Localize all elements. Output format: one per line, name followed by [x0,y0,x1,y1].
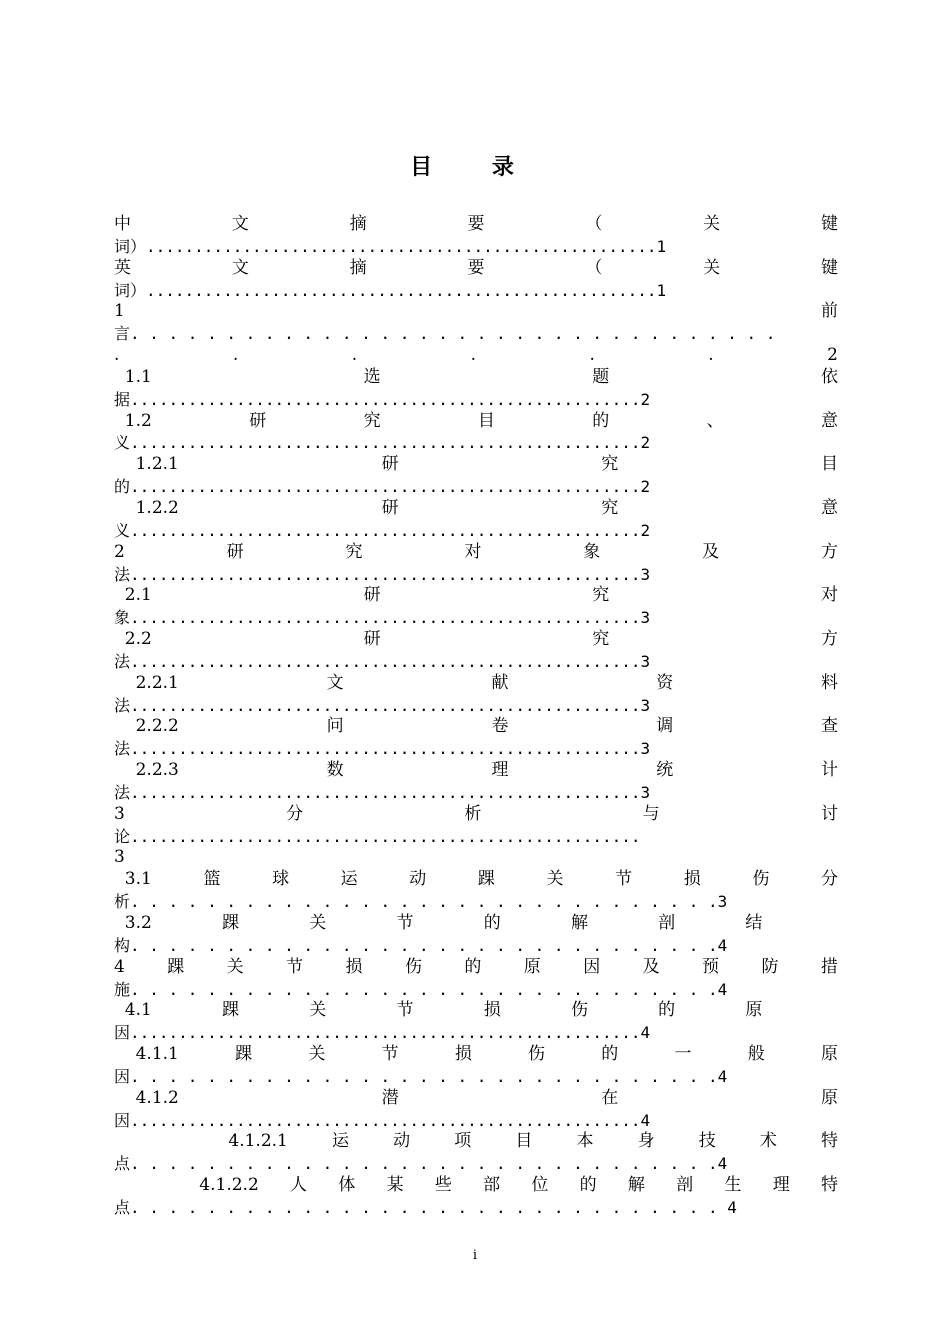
toc-entry-label-line: 4.1.1 踝 关 节 损 伤 的 一 般 原 [114,1044,838,1065]
toc-entry-dot-line: 的.....................................................2 [114,477,651,497]
toc-entry-dot-line: 法.....................................................3 [114,564,651,584]
toc-entry-label-line: 4 踝 关 节 损 伤 的 原 因 及 预 防 措 [114,956,838,977]
toc-entry-dot-line: 因.....................................................4 [114,1023,651,1043]
toc-entry-label-line: 3.1 篮 球 运 动 踝 关 节 损 伤 分 [114,869,838,890]
page-number: i [472,1248,478,1263]
toc-entry-label-line: 1.2.2 研 究 意 [114,497,838,518]
toc-entry-label-line: 2 研 究 对 象 及 方 [114,541,838,562]
toc-entry-dot-line: 施. . . . . . . . . . . . . . . . . . . . . . . . . . . . . . .4 [114,979,728,999]
toc-entry-label-line: 4.1.2 潜 在 原 [114,1087,838,1108]
toc-entry-label-line: 1.2.1 研 究 目 [114,454,838,475]
toc-entry-label-line: 1 前 [114,301,838,322]
toc-entry-dot-line: 象.....................................................3 [114,608,651,628]
toc-entry-label-line: 中 文 摘 要 （ 关 键 [114,214,838,234]
toc-entry-dot-line: 点. . . . . . . . . . . . . . . . . . . . . . . . . . . . . . .4 [114,1154,728,1174]
toc-entry-dot-line: 因.....................................................4 [114,1110,651,1130]
toc-entry-dot-line: 析. . . . . . . . . . . . . . . . . . . . . . . . . . . . . . .3 [114,892,728,912]
toc-entry-dot-line: 点. . . . . . . . . . . . . . . . . . . . . . . . . . . . . . . 4 [114,1197,737,1217]
toc-entry-dot-line: 论..................................................... [114,826,641,846]
toc-entry-dot-line: 因. . . . . . . . . . . . . . . . . . . . . . . . . . . . . . .4 [114,1066,728,1086]
toc-entry-dot-line: 据.....................................................2 [114,389,651,409]
toc-entry-label-line: 4.1.2.2 人 体 某 些 部 位 的 解 剖 生 理 特 [150,1175,838,1196]
toc-entry-dot-line: . . . . . . 2 [114,345,838,366]
toc-entry-dot-line: 法.....................................................3 [114,739,651,759]
toc-entry-dot-line: 词）.....................................................1 [114,280,667,300]
toc-entry-label-line: 4.1.2.1 运 动 项 目 本 身 技 术 特 [163,1131,838,1152]
toc-entry-label-line: 2.1 研 究 对 [114,585,838,606]
toc-entry-page-line: 3 [114,847,125,868]
toc-list [114,214,838,1219]
toc-entry-label-line: 3.2 踝 关 节 的 解 剖 结 [114,913,763,933]
toc-entry-label-line: 2.2.1 文 献 资 料 [114,672,838,693]
toc-entry-dot-line: 词）.....................................................1 [114,236,667,256]
toc-entry-label-line: 3 分 析 与 讨 [114,803,838,824]
toc-entry-label-line: 1.2 研 究 目 的 、 意 [114,410,838,431]
toc-entry-dot-line: 法.....................................................3 [114,782,651,802]
toc-entry-label-line: 2.2 研 究 方 [114,629,838,650]
toc-title: 目 录 [410,154,540,180]
toc-entry-label-line: 英 文 摘 要 （ 关 键 [114,257,838,278]
toc-entry-label-line: 4.1 踝 关 节 损 伤 的 原 [114,1000,763,1021]
toc-entry-dot-line: 法.....................................................3 [114,695,651,715]
toc-entry-dot-line: 言. . . . . . . . . . . . . . . . . . . . . . . . . . . . . . . . . . [114,324,776,344]
toc-entry-dot-line: 法.....................................................3 [114,651,651,671]
toc-entry-dot-line: 构. . . . . . . . . . . . . . . . . . . . . . . . . . . . . . .4 [114,935,728,955]
toc-entry-label-line: 2.2.3 数 理 统 计 [114,760,838,781]
toc-entry-label-line: 2.2.2 问 卷 调 查 [114,716,838,737]
toc-entry-label-line: 1.1 选 题 依 [114,366,838,387]
toc-entry-dot-line: 义.....................................................2 [114,433,651,453]
toc-entry-dot-line: 义.....................................................2 [114,520,651,540]
